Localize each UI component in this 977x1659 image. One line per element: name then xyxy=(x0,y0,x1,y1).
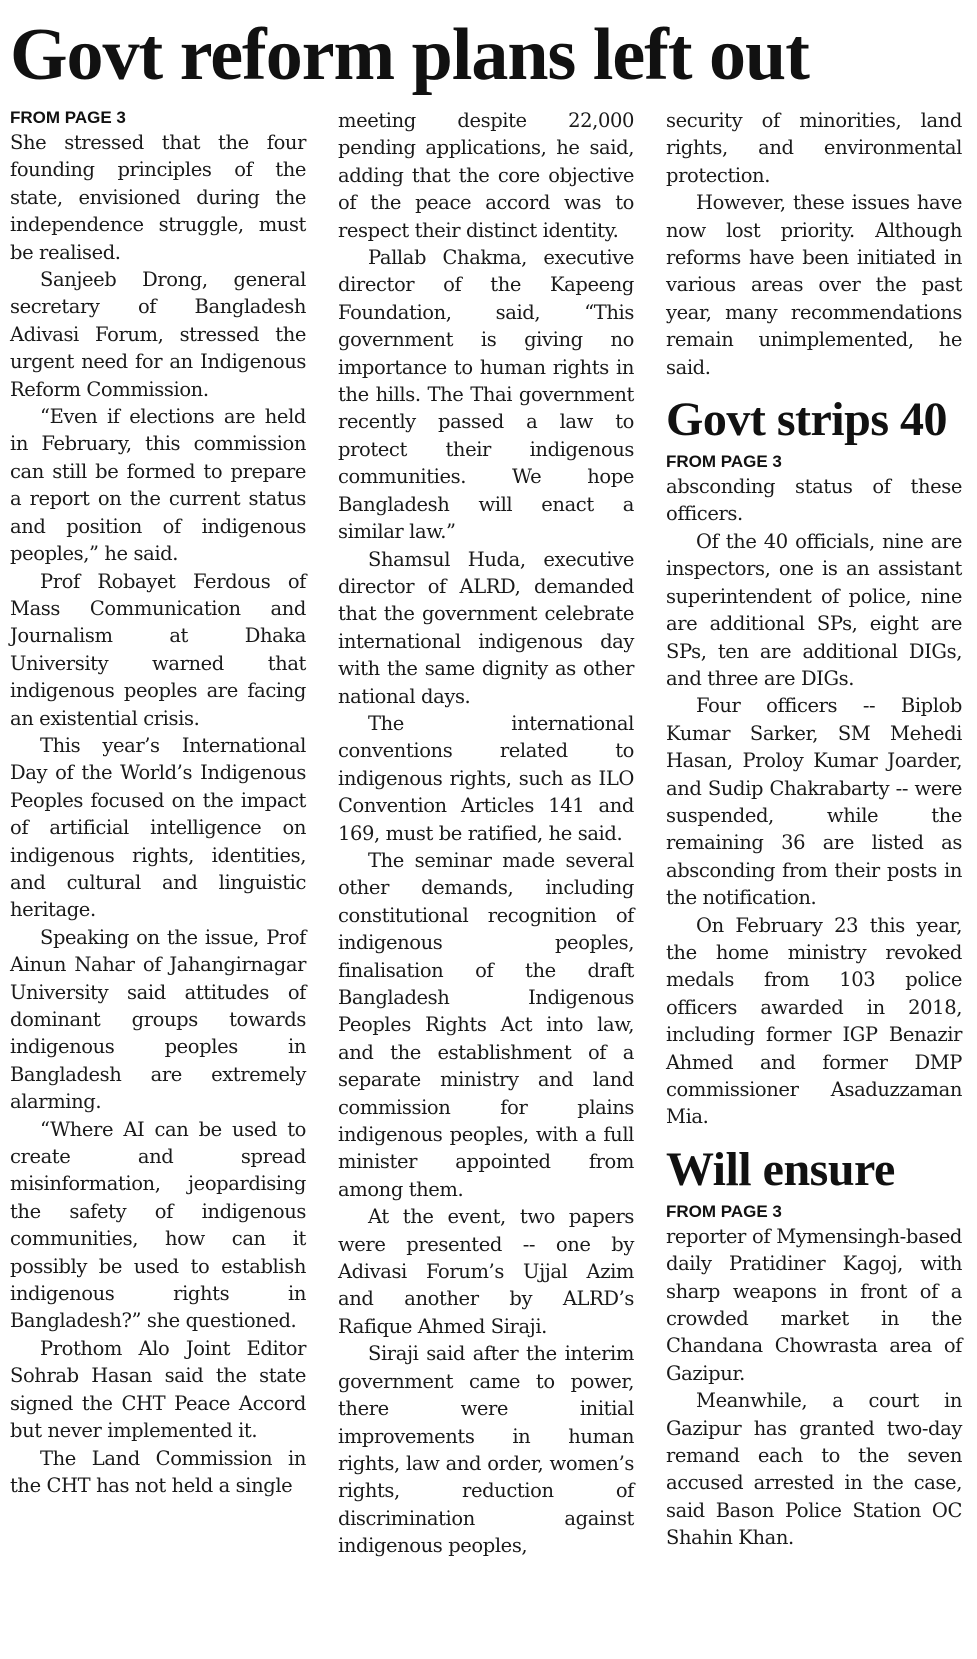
article-paragraph: Siraji said after the interim government came to power, there were initial improvements in human rights, law and order, women’s rights, reduction of discrimination against indigenous peoples, xyxy=(338,1342,634,1558)
article-paragraph: Shamsul Huda, executive director of ALRD, demanded that the government celebrate international indigenous day with the same dignity as other national days. xyxy=(338,547,634,708)
article-paragraph: reporter of Mymensingh-based daily Pratidiner Kagoj, with sharp weapons in front of a crowded market in the Chandana Chowrasta area of Gazipur. xyxy=(666,1224,962,1385)
article-paragraph: She stressed that the four founding principles of the state, envisioned during the independence struggle, must be realised. xyxy=(10,131,306,264)
article-paragraph: However, these issues have now lost priority. Although reforms have been initiated in various areas over the past year, many recommendations remain unimplemented, he said. xyxy=(666,191,962,379)
column-1 xyxy=(10,107,306,1499)
article-paragraph: Meanwhile, a court in Gazipur has granted two-day remand each to the seven accused arrested in the case, said Bason Police Station OC Shahin Khan. xyxy=(666,1389,962,1550)
article-paragraph: meeting despite 22,000 pending applications, he said, adding that the core objective of the peace accord was to respect their distinct identity. xyxy=(338,109,634,242)
article-paragraph: Prothom Alo Joint Editor Sohrab Hasan said the state signed the CHT Peace Accord but never implemented it. xyxy=(10,1336,306,1443)
from-page-label: FROM PAGE 3 xyxy=(10,108,126,127)
article-paragraph: The seminar made several other demands, including constitutional recognition of indigenous peoples, finalisation of the draft Bangladesh Indigenous Peoples Rights Act into law, and the establishment of a separate ministry and land commission for plains indigenous peoples, with a full minister appointed from among them. xyxy=(338,848,634,1201)
column-3 xyxy=(666,107,962,1552)
article-paragraph: This year’s International Day of the World’s Indigenous Peoples focused on the impact of artificial intelligence on indigenous rights, identities, and cultural and linguistic heritage. xyxy=(10,733,306,922)
article-paragraph: security of minorities, land rights, and environmental protection. xyxy=(666,109,962,187)
article-paragraph: The Land Commission in the CHT has not held a single xyxy=(10,1446,306,1497)
article-paragraph: Of the 40 officials, nine are inspectors, one is an assistant superintendent of police, nine are additional SPs, eight are SPs, ten are additional DIGs, and three are DIGs. xyxy=(666,529,962,690)
article-paragraph: “Even if elections are held in February, this commission can still be formed to prepare a report on the current status and position of indigenous peoples,” he said. xyxy=(10,405,306,566)
column-2 xyxy=(338,107,634,1560)
article-paragraph: Prof Robayet Ferdous of Mass Communication and Journalism at Dhaka University warned that indigenous peoples are facing an existential crisis. xyxy=(10,569,306,730)
article-paragraph: Sanjeeb Drong, general secretary of Bangladesh Adivasi Forum, stressed the urgent need for an Indigenous Reform Commission. xyxy=(10,268,306,401)
article-paragraph: At the event, two papers were presented -- one by Adivasi Forum’s Ujjal Azim and another by ALRD’s Rafique Ahmed Siraji. xyxy=(338,1205,634,1338)
article-paragraph: Pallab Chakma, executive director of the Kapeeng Foundation, said, “This government is giving no importance to human rights in the hills. The Thai government recently passed a law to protect their indigenous communities. We hope Bangladesh will enact a similar law.” xyxy=(338,246,634,544)
article-paragraph: Speaking on the issue, Prof Ainun Nahar of Jahangirnagar University said attitudes of dominant groups towards indigenous peoples in Bangladesh are extremely alarming. xyxy=(10,925,306,1114)
article-paragraph: On February 23 this year, the home ministry revoked medals from 103 police officers awarded in 2018, including former IGP Benazir Ahmed and former DMP commissioner Asaduzzaman Mia. xyxy=(666,913,962,1129)
article-paragraph: Four officers -- Biplob Kumar Sarker, SM Mehedi Hasan, Proloy Kumar Joarder, and Sudip Chakrabarty -- were suspended, while the remaining 36 are listed as absconding from their posts in the notification. xyxy=(666,694,962,910)
headline: Govt reform plans left out xyxy=(10,14,809,96)
from-page-label: FROM PAGE 3 xyxy=(666,1201,782,1221)
from-page-label: FROM PAGE 3 xyxy=(666,452,782,472)
article-paragraph: “Where AI can be used to create and spread misinformation, jeopardising the safety of indigenous communities, how can it possibly be used to establish indigenous rights in Bangladesh?” she questioned. xyxy=(10,1117,306,1333)
article-paragraph: absconding status of these officers. xyxy=(666,475,962,526)
article-3-title: Will ensure xyxy=(666,1142,895,1196)
article-2-title: Govt strips 40 xyxy=(666,393,947,447)
article-paragraph: The international conventions related to indigenous rights, such as ILO Convention Articles 141 and 169, must be ratified, he said. xyxy=(338,711,634,845)
